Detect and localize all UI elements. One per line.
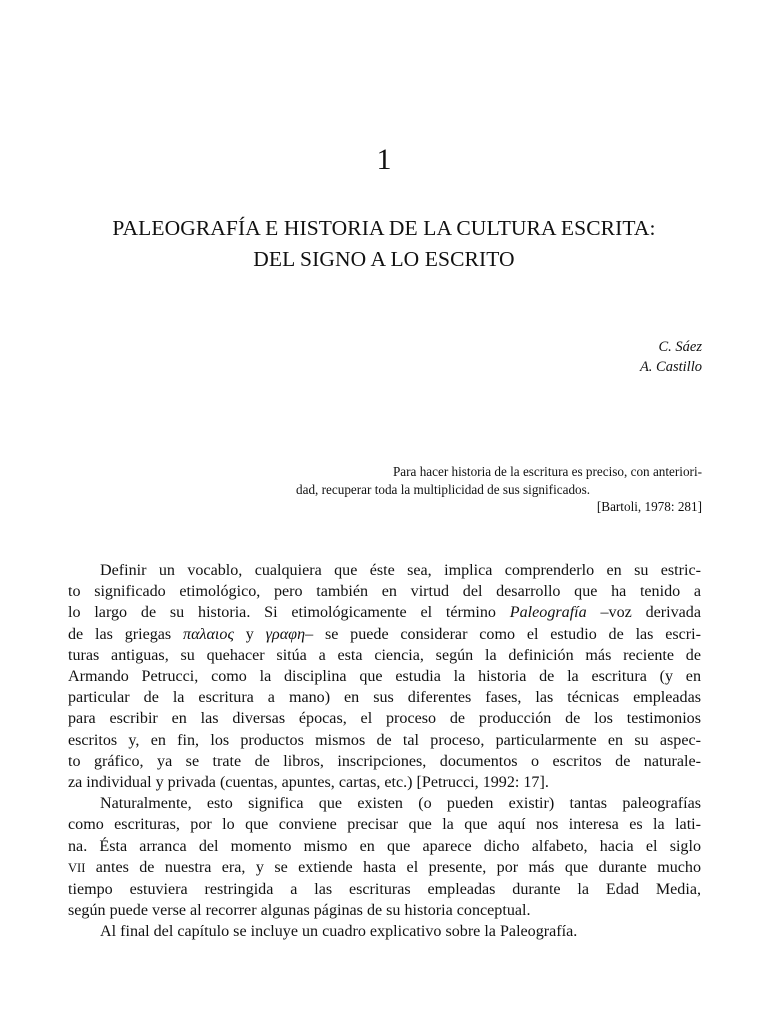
text-run: – se puede considerar como el estudio de las escri- [305,625,702,643]
epigraph-citation: [Bartoli, 1978: 281] [596,499,702,514]
body-line: como escrituras, por lo que conviene precisar que la que aquí nos interesa es la lati- [68,816,701,834]
body-line: Naturalmente, esto significa que existen (o pueden existir) tantas paleografías [100,795,701,813]
epigraph-line-2: dad, recuperar toda la multiplicidad de sus significados. [296,481,591,497]
body-line: na. Ésta arranca del momento mismo en que aparece dicho alfabeto, hacia el siglo [68,837,701,855]
body-line: particular de la escritura a mano) en sus diferentes fases, las técnicas empleadas [68,689,701,707]
body-line [68,602,701,623]
body-line: za individual y privada (cuentas, apuntes, cartas, etc.) [Petrucci, 1992: 17]. [68,774,549,792]
roman-numeral: VII [68,860,86,875]
italic-term: Paleografía [509,604,587,622]
chapter-title-line-2: DEL SIGNO A LO ESCRITO [253,247,515,271]
epigraph [282,463,702,516]
chapter-title [40,213,728,275]
body-line: Armando Petrucci, como la disciplina que estudia la historia de la escritura (y en [68,668,701,686]
chapter-number: 1 [376,143,392,176]
body-line: to significado etimológico, pero también en virtud del desarrollo que ha tenido a [68,583,701,601]
body-line: tiempo estuviera restringida a las escrituras empleadas durante la Edad Media, [68,881,701,899]
body-line: Al final del capítulo se incluye un cuadro explicativo sobre la Paleografía. [100,923,578,941]
greek-word: γραφη [265,625,306,643]
epigraph-line-1: Para hacer historia de la escritura es preciso, con anteriori- [392,464,702,479]
text-run: y [233,625,266,643]
text-run: lo largo de su historia. Si etimológicamente el término [68,604,510,622]
greek-word: παλαιος [183,625,234,643]
body-line [68,624,701,645]
text-run: antes de nuestra era, y se extiende hasta el presente, por más que durante mucho [85,858,701,876]
body-line: turas antiguas, su quehacer sitúa a esta ciencia, según la definición más reciente de [68,646,701,664]
body-line: para escribir en las diversas épocas, el proceso de producción de los testimonios [68,710,701,728]
text-run: de las griegas [68,625,183,643]
body-line: Definir un vocablo, cualquiera que éste sea, implica comprenderlo en su estric- [100,562,701,579]
body-line: to gráfico, ya se trate de libros, inscripciones, documentos o escritos de naturale- [68,752,701,770]
author-name: C. Sáez [658,339,702,355]
body-line: según puede verse al recorrer algunas páginas de su historia conceptual. [68,902,531,920]
chapter-title-line-1: PALEOGRAFÍA E HISTORIA DE LA CULTURA ESCRITA: [112,216,656,240]
body-line [68,857,701,879]
body-line: escritos y, en fin, los productos mismos de tal proceso, particularmente en su aspec- [68,731,701,749]
text-run: –voz derivada [586,604,701,622]
author-list [640,337,702,377]
body-text [68,560,701,943]
author-name: A. Castillo [639,359,702,375]
